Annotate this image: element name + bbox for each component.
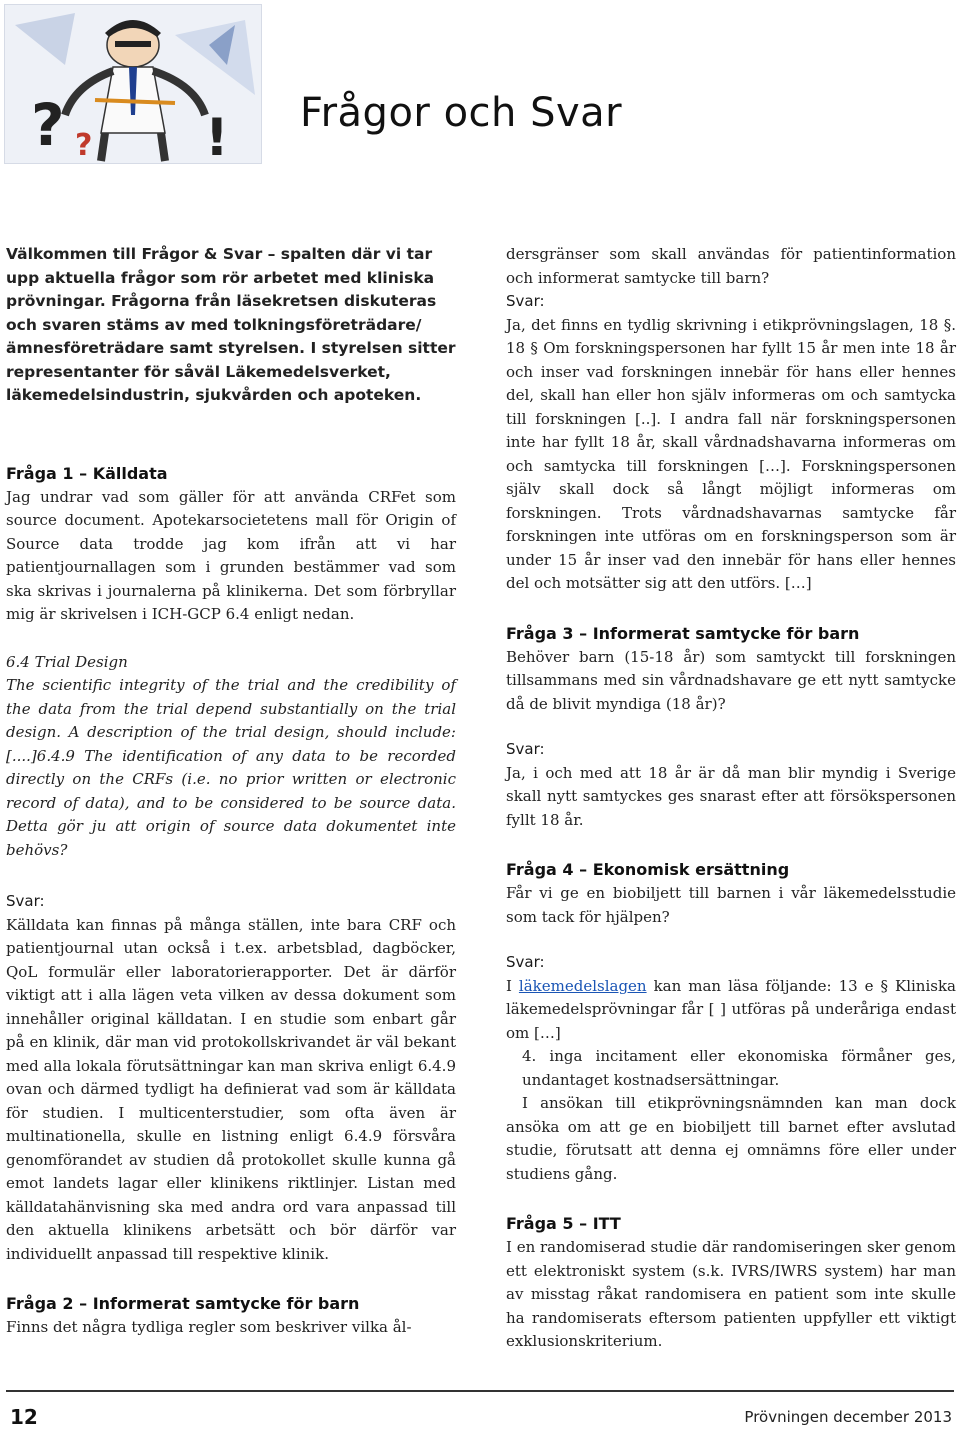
question-4-answer-para2: I ansökan till etikprövningsnämnden kan man dock ansöka om att ge en biobiljett till barnet efter avslutad studie, förutsatt att denna ej omnämns före eller under studiens gång. [506,1094,956,1183]
answer-prefix: I [506,976,519,995]
question-4-text: Får vi ge en biobiljett till barnen i vår läkemedelsstudie som tack för hjälpen? [506,884,956,926]
answer-label: Svar: [506,292,545,310]
svg-text:?: ? [75,128,93,163]
question-3-text: Behöver barn (15-18 år) som samtyckt till forskningen tillsammans med sin vårdnadshavare ge ett nytt samtycke då de blivit myndiga (18 år)? [506,647,956,713]
svg-text:?: ? [31,91,65,159]
question-3-answer: Ja, i och med att 18 år är då man blir myndig i Sverige skall nytt samtyckes ges snarast efter att försökspersonen fyllt 18 år. [506,763,956,829]
question-3-heading: Fråga 3 – Informerat samtycke för barn [506,623,860,643]
page-title: Frågor och Svar [300,90,623,136]
answer-label: Svar: [506,953,545,971]
answer-rest: kan man läsa följande: 13 e § Kliniska läkemedelsprövningar får [ ] utföras på underåriga endast om […] [506,976,956,1042]
question-1-quote [6,651,456,863]
question-5 [506,1212,956,1354]
question-2-text-part1: Finns det några tydliga regler som beskriver vilka ål- [6,1318,412,1336]
quote-text: 6.4 Trial Design The scientific integrity of the trial and the credibility of the data from the trial depend substantially on the trial design. A description of the trial design, should include: [....]6.4.9 The identification of any data to be recorded directly on the CRFs (i.e. no prior written or electronic record of data), and to be considered to be source data. Detta gör ju att origin of source data dokumentet inte behövs? [6,652,456,859]
question-3 [506,622,956,833]
question-5-heading: Fråga 5 – ITT [506,1214,621,1233]
footer-rule [6,1390,954,1392]
question-2-continued [506,243,956,596]
question-2-answer: Ja, det finns en tydlig skrivning i etikprövningslagen, 18 §. 18 § Om forskningspersonen har fyllt 15 år men inte 18 år och inser vad forskningen innebär för hans eller hennes del, skall han eller hon själv informeras om och samtycka till forskningen [..]. I andra fall när forskningspersonen inte har fyllt 18 år, skall vårdnadshavarna informeras om och samtycka till forskningen […]. Forskningspersonen själv skall dock så långt möjligt informeras om forskningen. Trots vårdnadshavarnas samtycke får forskningen inte utföras om en forskningsperson som är under 15 år inser vad den innebär för hans eller hennes del och motsätter sig att den utförs. […] [506,315,956,592]
question-4-answer-item: 4. inga incitament eller ekonomiska förmåner ges, undantaget kostnadsersättningar. [522,1047,956,1089]
question-2-heading: Fråga 2 – Informerat samtycke för barn [6,1294,360,1313]
svg-text:!: ! [205,108,229,163]
question-1-text: Jag undrar vad som gäller för att använda CRFet som source document. Apotekarsocietetens mall för Origin of Source data trodde jag kom ifrån att vi har patientjournallagen som i grunden bestämmer vad som ska skrivas i journalerna på klinikerna. Det som förbryllar mig är skrivelsen i ICH-GCP 6.4 enligt nedan. [6,487,456,623]
right-column [506,243,956,1354]
intro-text: Välkommen till Frågor & Svar – spalten där vi tar upp aktuella frågor som rör arbetet med kliniska prövningar. Frågorna från läsekretsen diskuteras och svaren stäms av med tolkningsföreträdare/ämnesföreträdare samt styrelsen. I styrelsen sitter representanter för såväl Läkemedelsverket, läkemedelsindustrin, sjukvården och apoteken. [6,245,456,404]
answer-label: Svar: [506,740,545,758]
answer-label: Svar: [6,892,45,910]
header-illustration [4,4,262,164]
question-5-text: I en randomiserad studie där randomiseringen sker genom ett elektroniskt system (s.k. IVRS/IWRS system) har man av misstag råkat randomisera en patient som inte skulle ha randomiserats eftersom patienten uppfyller ett viktigt exklusionskriterium. [506,1238,956,1350]
question-4 [506,858,956,1186]
question-1 [6,462,456,1267]
question-1-answer: Källdata kan finnas på många ställen, inte bara CRF och patientjournal utan också i t.ex. arbetsblad, dagböcker, QoL formulär eller laboratorierapporter. Det är därför viktigt att i alla lägen veta vilken av dessa dokument som innehåller original källdatan. I en studie som enbart går på en klinik, där man vid protokollskrivandet är väl bekant med alla lokala förutsättningar kan man skriva enligt 6.4.9 ovan och därmed tydligt ha definierat vad som är källdata för studien. I multicenterstudier, som ofta även är multinationella, skulle en listning enligt 6.4.9 försvåra genomförandet av studien då protokollet skulle kunna gå emot landets lagar eller klinikens riktlinjer. Listan med källdatahänvisning ska med andra ord vara anpassad till den aktuella klinikens arbetsätt och bör därför var individuellt anpassad till respektive klinik. [6,915,456,1263]
question-4-heading: Fråga 4 – Ekonomisk ersättning [506,860,790,879]
question-1-heading: Fråga 1 – Källdata [6,463,168,483]
question-2-text-part2: dersgränser som skall användas för patientinformation och informerat samtycke till barn? [506,245,956,287]
question-figure-icon [5,5,261,163]
question-2-start [6,1292,456,1340]
page-number: 12 [10,1405,38,1429]
lakemedelslagen-link[interactable]: läkemedelslagen [518,976,647,995]
left-column [6,243,456,1340]
publication-name: Prövningen december 2013 [744,1408,952,1426]
question-4-answer [506,975,956,1046]
